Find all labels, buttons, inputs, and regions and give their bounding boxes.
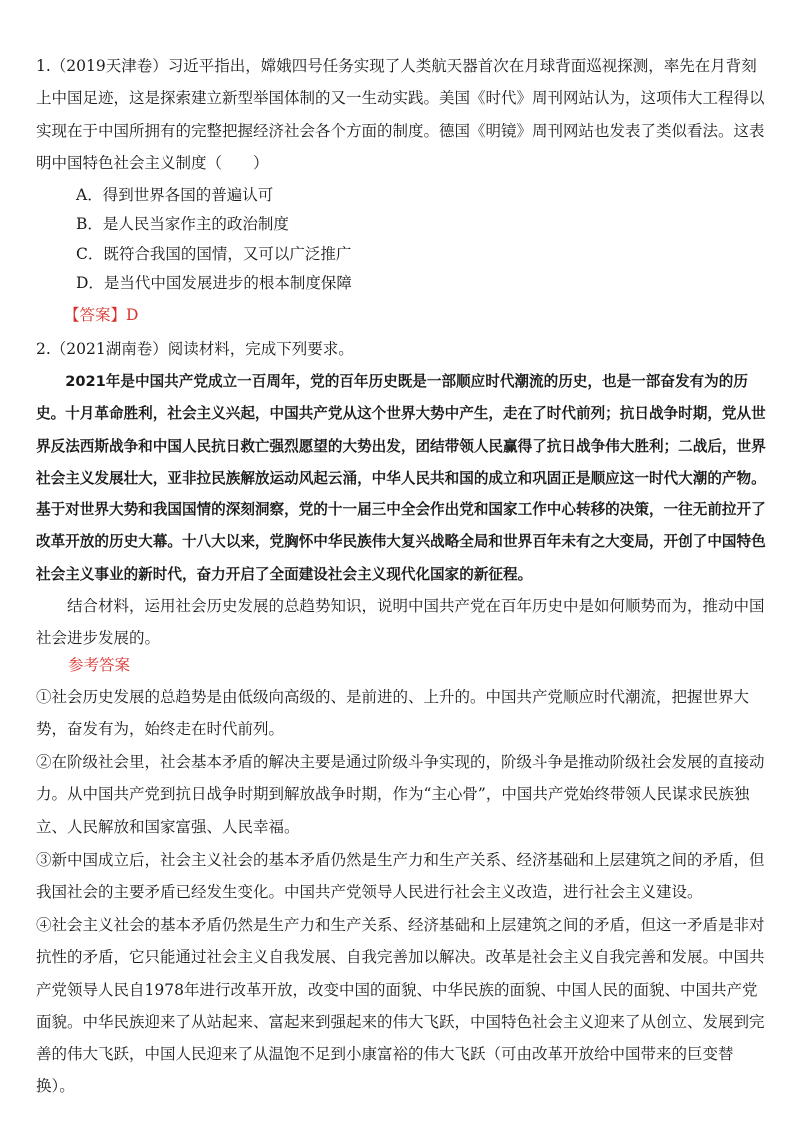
q2-reference-answer-label: 参考答案	[68, 656, 131, 674]
q2-answer-2: ②在阶级社会里，社会基本矛盾的解决主要是通过阶级斗争实现的，阶级斗争是推动阶级社会发展的直接动力。从中国共产党到抗日战争时期到解放战争时期，作为“主心骨”，中国共产党始终带领人民谋求民族独立、人民解放和国家富强、人民幸福。	[36, 753, 765, 836]
q1-option-b: B．是人民当家作主的政治制度	[76, 215, 289, 233]
q1-stem: 1.（2019天津卷）习近平指出，嫦娥四号任务实现了人类航天器首次在月球背面巡视探测，率先在月背刻上中国足迹，这是探索建立新型举国体制的又一生动实践。美国《时代》周刊网站认为，这项伟大工程得以实现在于中国所拥有的完整把握经济社会各个方面的制度。德国《明镜》周刊网站也发表了类似看法。这表明中国特色社会主义制度（ ）	[36, 57, 765, 172]
q2-material-paragraph-2: 基于对世界大势和我国国情的深刻洞察，党的十一届三中全会作出党和国家工作中心转移的决策，一往无前拉开了改革开放的历史大幕。十八大以来，党胸怀中华民族伟大复兴战略全局和世界百年未有之大变局，开创了中国特色社会主义事业的新时代，奋力开启了全面建设社会主义现代化国家的新征程。	[36, 501, 766, 583]
q1-option-a: A．得到世界各国的普遍认可	[76, 186, 274, 204]
q2-question: 结合材料，运用社会历史发展的总趋势知识，说明中国共产党在百年历史中是如何顺势而为，推动中国社会进步发展的。	[36, 597, 765, 648]
q2-material-paragraph-1: 2021年是中国共产党成立一百周年，党的百年历史既是一部顺应时代潮流的历史，也是一部奋发有为的历史。十月革命胜利，社会主义兴起，中国共产党从这个世界大势中产生，走在了时代前列；抗日战争时期，党从世界反法西斯战争和中国人民抗日救亡强烈愿望的大势出发，团结带领人民赢得了抗日战争伟大胜利；二战后，世界社会主义发展壮大，亚非拉民族解放运动风起云涌，中华人民共和国的成立和巩固正是顺应这一时代大潮的产物。	[36, 373, 766, 487]
q1-answer-label: 【答案】	[64, 306, 127, 324]
q1-option-c: C．既符合我国的国情，又可以广泛推广	[76, 245, 352, 263]
q1-answer-value: D	[126, 306, 139, 324]
q2-answer-1: ①社会历史发展的总趋势是由低级向高级的、是前进的、上升的。中国共产党顺应时代潮流，把握世界大势，奋发有为，始终走在时代前列。	[36, 688, 750, 739]
q2-answer-3: ③新中国成立后，社会主义社会的基本矛盾仍然是生产力和生产关系、经济基础和上层建筑之间的矛盾，但我国社会的主要矛盾已经发生变化。中国共产党领导人民进行社会主义改造，进行社会主义建设。	[36, 851, 765, 902]
q2-stem: 2.（2021湖南卷）阅读材料，完成下列要求。	[36, 340, 354, 358]
q1-option-d: D．是当代中国发展进步的根本制度保障	[76, 274, 352, 292]
q2-answer-4: ④社会主义社会的基本矛盾仍然是生产力和生产关系、经济基础和上层建筑之间的矛盾，但这一矛盾是非对抗性的矛盾，它只能通过社会主义自我发展、自我完善加以解决。改革是社会主义自我完善和发展。中国共产党领导人民自1978年进行改革开放，改变中国的面貌、中华民族的面貌、中国人民的面貌、中国共产党面貌。中华民族迎来了从站起来、富起来到强起来的伟大飞跃，中国特色社会主义迎来了从创立、发展到完善的伟大飞跃，中国人民迎来了从温饱不足到小康富裕的伟大飞跃（可由改革开放给中国带来的巨变替换）。	[36, 916, 765, 1096]
q1-answer	[64, 303, 138, 327]
